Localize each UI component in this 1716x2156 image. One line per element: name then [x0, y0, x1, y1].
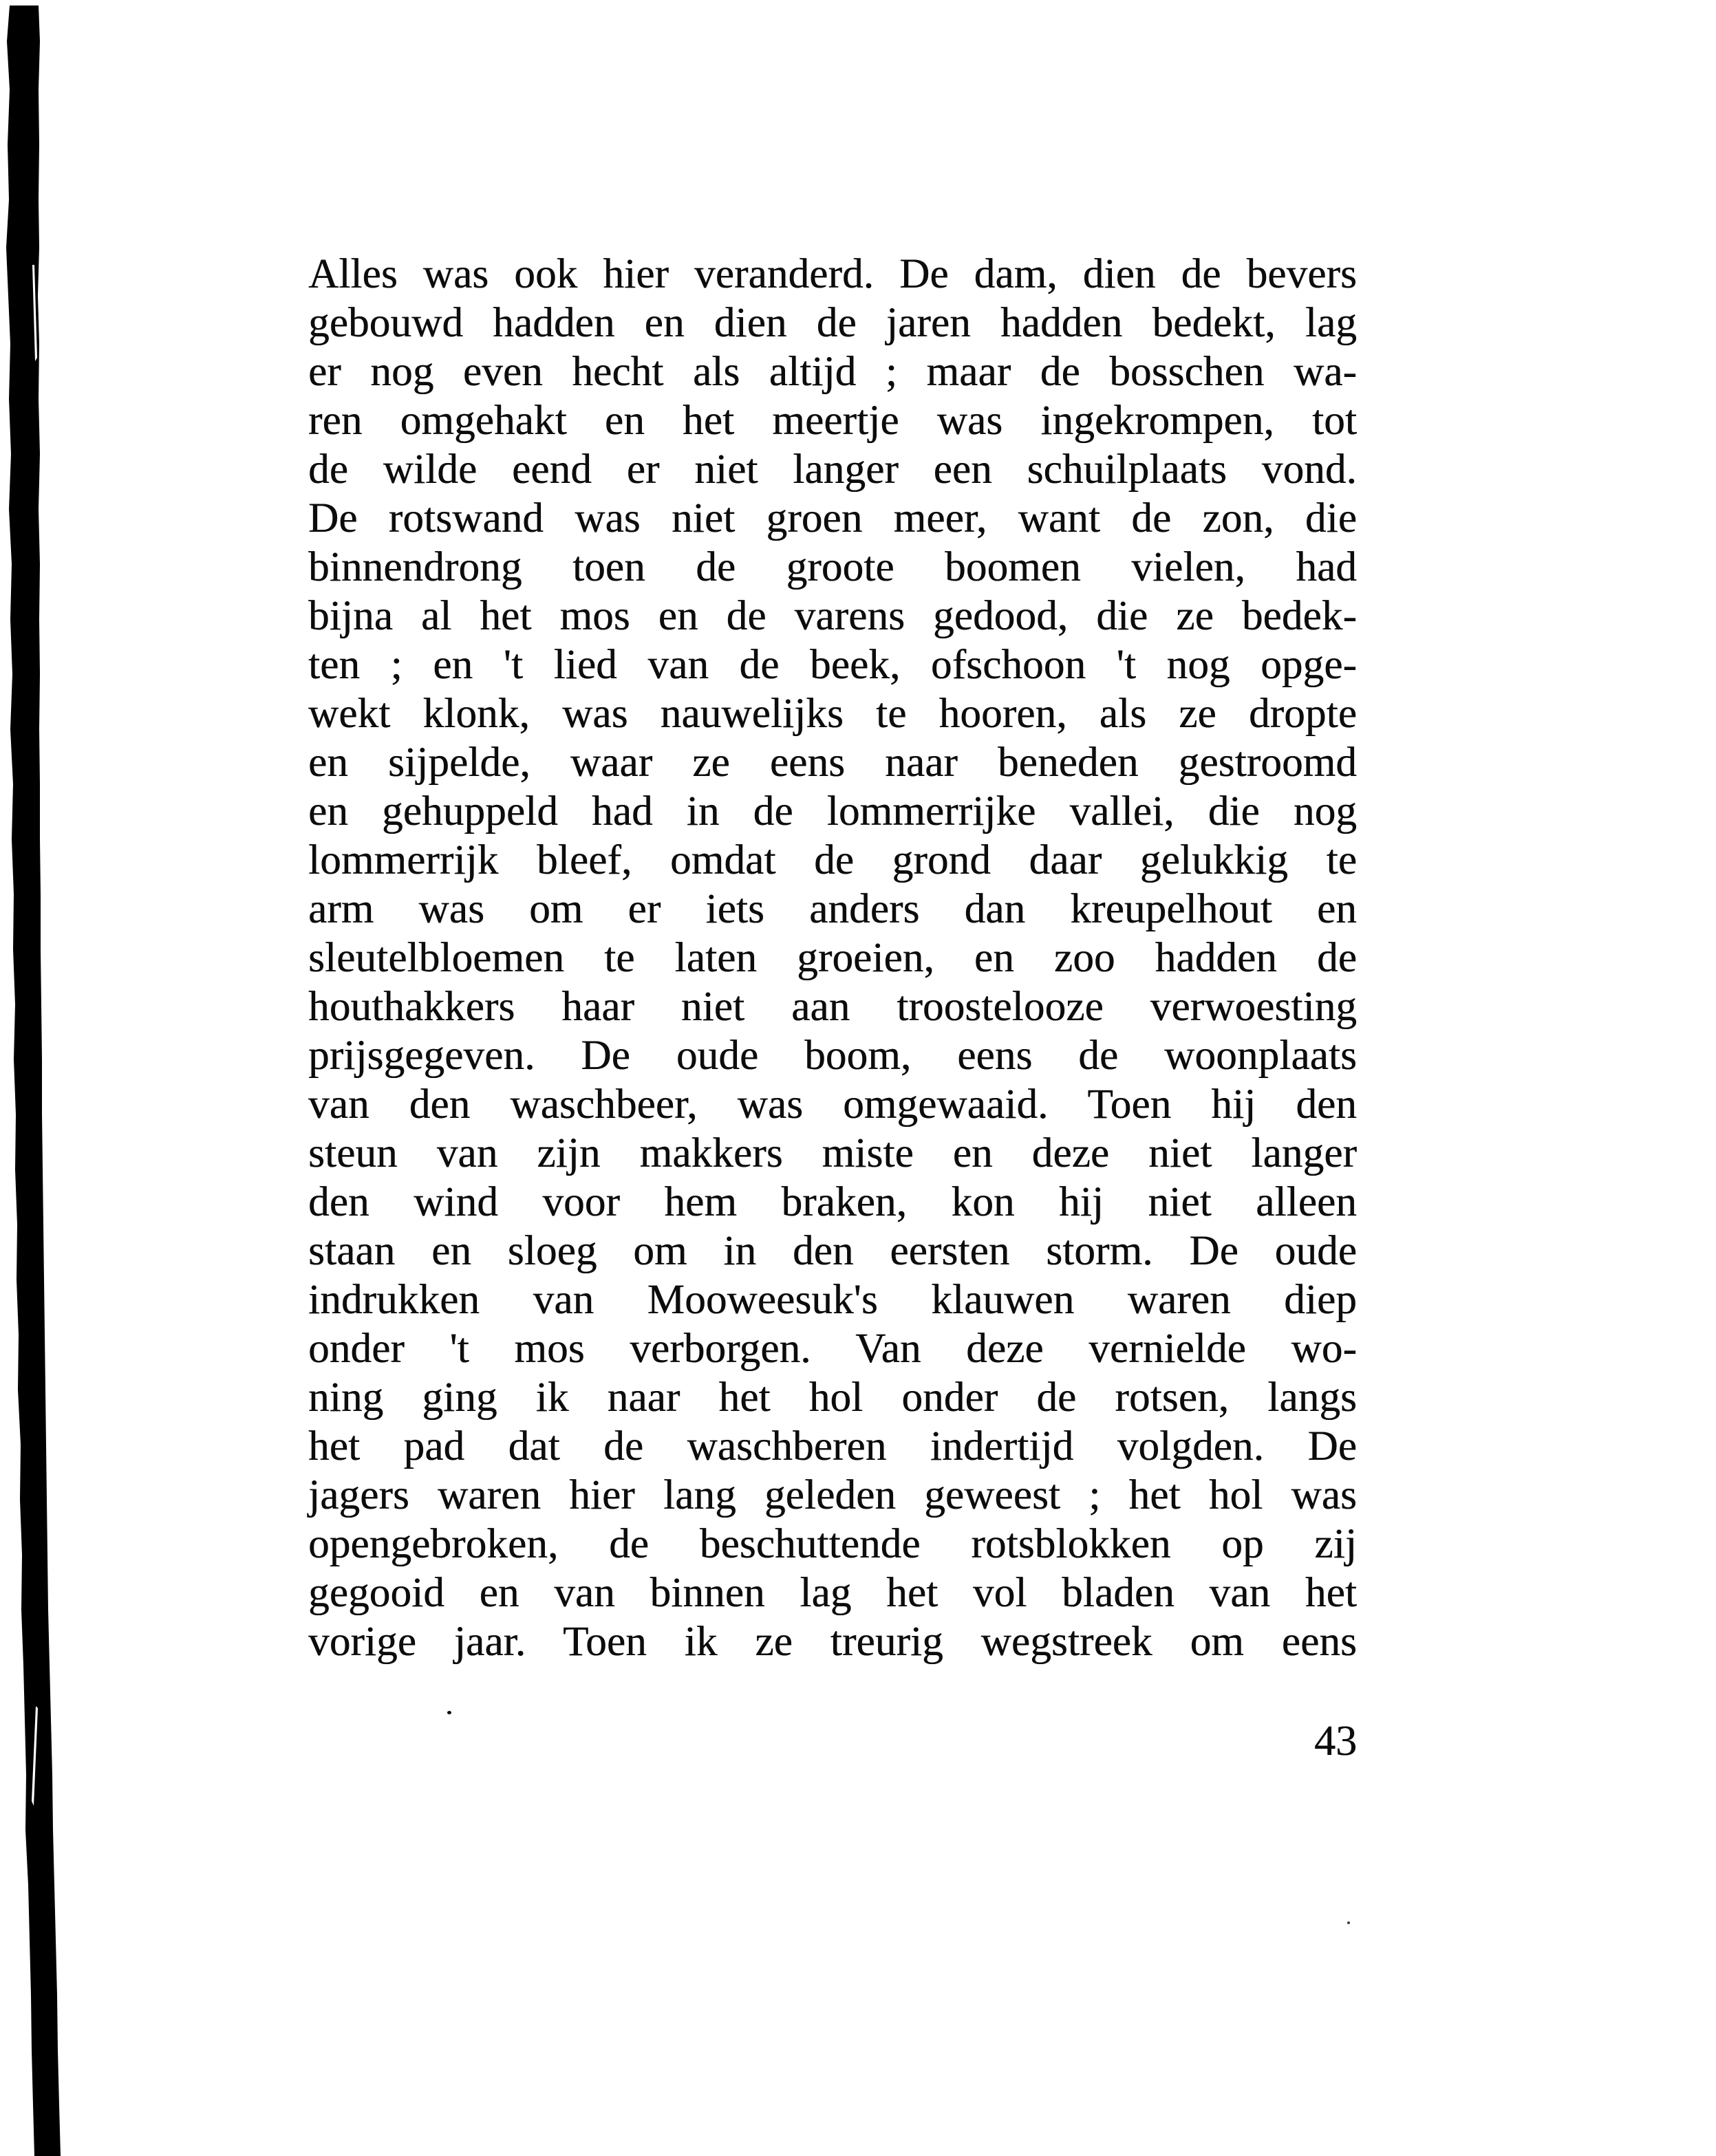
text-line: gebouwd hadden en dien de jaren hadden bedekt, lag: [308, 300, 1357, 346]
text-line: houthakkers haar niet aan troostelooze verwoesting: [308, 984, 1357, 1030]
text-line: prijsgegeven. De oude boom, eens de woonplaats: [308, 1033, 1357, 1079]
text-line: arm was om er iets anders dan kreupelhout en: [308, 886, 1357, 932]
text-line: wekt klonk, was nauwelijks te hooren, als ze dropte: [308, 691, 1357, 737]
text-line: de wilde eend er niet langer een schuilplaats vond.: [308, 446, 1357, 493]
text-line: opengebroken, de beschuttende rotsblokken op zij: [308, 1521, 1357, 1567]
text-line: jagers waren hier lang geleden geweest ; het hol was: [308, 1472, 1357, 1518]
text-line: indrukken van Mooweesuk's klauwen waren diep: [308, 1277, 1357, 1323]
text-line: ning ging ik naar het hol onder de rotsen, langs: [308, 1375, 1357, 1421]
text-line: onder 't mos verborgen. Van deze vernielde wo-: [308, 1326, 1357, 1372]
binding-band-shape: [6, 6, 61, 2156]
text-line: De rotswand was niet groen meer, want de zon, die: [308, 495, 1357, 541]
text-line: steun van zijn makkers miste en deze niet langer: [308, 1130, 1357, 1176]
text-line: den wind voor hem braken, kon hij niet alleen: [308, 1179, 1357, 1225]
text-line: bijna al het mos en de varens gedood, die ze bedek-: [308, 593, 1357, 639]
text-block: [308, 250, 1357, 1666]
binding-band-crack: [32, 265, 37, 361]
text-line: sleutelbloemen te laten groeien, en zoo hadden de: [308, 935, 1357, 981]
text-line: vorige jaar. Toen ik ze treurig wegstreek om eens: [308, 1619, 1357, 1665]
text-line: ren omgehakt en het meertje was ingekrompen, tot: [308, 398, 1357, 444]
text-line: binnendrong toen de groote boomen vielen, had: [308, 544, 1357, 590]
text-line: en sijpelde, waar ze eens naar beneden gestroomd: [308, 740, 1357, 786]
text-line: ten ; en 't lied van de beek, ofschoon 't nog opge-: [308, 642, 1357, 688]
text-line: en gehuppeld had in de lommerrijke vallei, die nog: [308, 788, 1357, 834]
text-line: Alles was ook hier veranderd. De dam, dien de bevers: [308, 251, 1357, 297]
binding-band-crack: [32, 1706, 38, 1806]
ink-speck: [447, 1711, 451, 1714]
text-line: er nog even hecht als altijd ; maar de bosschen wa-: [308, 349, 1357, 395]
text-line: van den waschbeer, was omgewaaid. Toen hij den: [308, 1081, 1357, 1128]
text-line: gegooid en van binnen lag het vol bladen van het: [308, 1570, 1357, 1616]
scan-binding-band: [0, 0, 83, 2156]
text-line: lommerrijk bleef, omdat de grond daar gelukkig te: [308, 837, 1357, 883]
page-number: 43: [1314, 1718, 1357, 1765]
text-line: het pad dat de waschberen indertijd volgden. De: [308, 1423, 1357, 1469]
text-line: staan en sloeg om in den eersten storm. De oude: [308, 1228, 1357, 1274]
ink-speck: [1347, 1921, 1350, 1924]
